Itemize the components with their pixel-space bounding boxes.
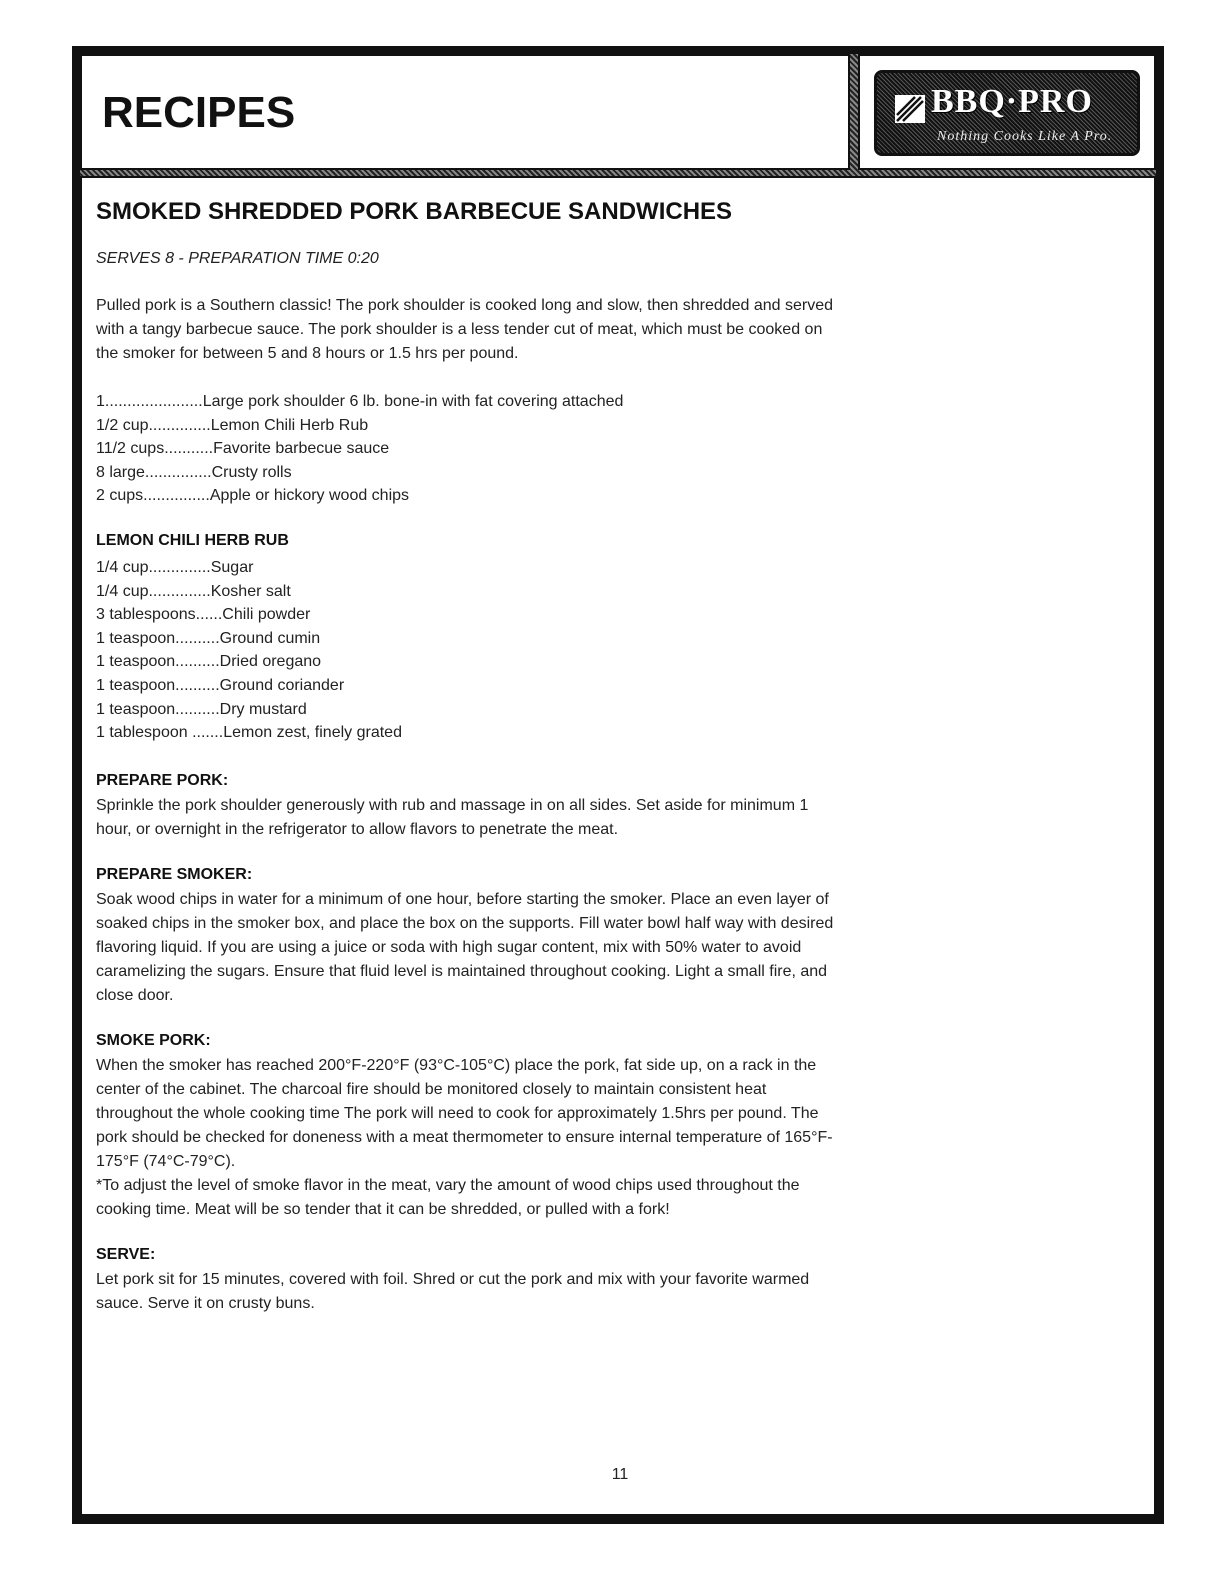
recipe-title: SMOKED SHREDDED PORK BARBECUE SANDWICHES xyxy=(96,198,733,225)
rub-ingredient-item: 1/4 cup..............Sugar xyxy=(96,559,254,576)
rub-ingredient-item: 1/4 cup..............Kosher salt xyxy=(96,582,291,600)
ingredient-list xyxy=(96,390,623,508)
step-heading: PREPARE PORK: xyxy=(96,772,229,789)
brand-logo xyxy=(874,70,1140,156)
ingredient-item: 1/2 cup..............Lemon Chili Herb Rub xyxy=(96,416,369,434)
step-serve xyxy=(96,1244,836,1316)
rub-ingredient-item: 1 tablespoon .......Lemon zest, finely grated xyxy=(96,724,402,742)
rub-ingredient-item: 1 teaspoon..........Dry mustard xyxy=(96,700,307,718)
logo-tagline: Nothing Cooks Like A Pro. xyxy=(937,129,1113,144)
step-prepare-smoker xyxy=(96,864,836,1008)
page-number: 11 xyxy=(611,1466,629,1483)
rub-ingredient-item: 1 teaspoon..........Ground cumin xyxy=(96,629,321,647)
recipe-servings: SERVES 8 - PREPARATION TIME 0:20 xyxy=(96,250,379,267)
rub-heading: LEMON CHILI HERB RUB xyxy=(96,532,289,549)
step-text: When the smoker has reached 200°F-220°F (93°C-105°C) place the pork, fat side up, on a rack in the center of the cabinet. The charcoal fire should be monitored closely to maintain consistent heat throughout the whole cooking time The pork will need to cook for approximately 1.5hrs per pound. The pork should be checked for doneness with a meat thermometer to ensure internal temperature of 165°F-175°F (74°C-79°C). xyxy=(96,1057,833,1170)
recipe-content xyxy=(80,176,1156,1516)
logo-panel xyxy=(858,54,1156,170)
step-note: *To adjust the level of smoke flavor in the meat, vary the amount of wood chips used throughout the cooking time. Meat will be so tender that it can be shredded, or pulled with a fork! xyxy=(96,1177,800,1218)
rub-ingredient-item: 1 teaspoon..........Ground coriander xyxy=(96,676,345,694)
step-text: Sprinkle the pork shoulder generously with rub and massage in on all sides. Set aside for minimum 1 hour, or overnight in the refrigerator to allow flavors to penetrate the meat. xyxy=(96,797,809,838)
step-text: Let pork sit for 15 minutes, covered with foil. Shred or cut the pork and mix with your favorite warmed sauce. Serve it on crusty buns. xyxy=(96,1271,810,1312)
header-panel xyxy=(80,54,850,170)
ingredient-item: 2 cups...............Apple or hickory wood chips xyxy=(96,487,410,505)
recipe-intro: Pulled pork is a Southern classic! The pork shoulder is cooked long and slow, then shredded and served with a tangy barbecue sauce. The pork shoulder is a less tender cut of meat, which must be cooked on the smoker for between 5 and 8 hours or 1.5 hrs per pound. xyxy=(96,297,834,362)
rub-ingredient-item: 1 teaspoon..........Dried oregano xyxy=(96,653,322,671)
page-title: RECIPES xyxy=(102,88,296,137)
step-prepare-pork xyxy=(96,770,836,842)
step-heading: SMOKE PORK: xyxy=(96,1032,211,1049)
ingredient-item: 1......................Large pork shoulder 6 lb. bone-in with fat covering attached xyxy=(96,393,624,410)
step-text: Soak wood chips in water for a minimum of one hour, before starting the smoker. Place an even layer of soaked chips in the smoker box, and place the box on the supports. Fill water bowl half way with desired flavoring liquid. If you are using a juice or soda with high sugar content, mix with 50% water to avoid caramelizing the sugars. Ensure that fluid level is maintained throughout cooking. Light a small fire, and close door. xyxy=(96,891,834,1004)
rub-ingredient-item: 3 tablespoons......Chili powder xyxy=(96,606,311,624)
step-heading: PREPARE SMOKER: xyxy=(96,866,253,883)
ingredient-item: 8 large...............Crusty rolls xyxy=(96,463,292,481)
rub-ingredient-list xyxy=(96,556,402,745)
step-heading: SERVE: xyxy=(96,1246,156,1263)
flame-stripes-icon xyxy=(895,95,925,123)
ingredient-item: 11/2 cups...........Favorite barbecue sauce xyxy=(96,440,390,458)
logo-brand-text: BBQ·PRO xyxy=(931,83,1093,120)
step-smoke-pork xyxy=(96,1030,836,1222)
